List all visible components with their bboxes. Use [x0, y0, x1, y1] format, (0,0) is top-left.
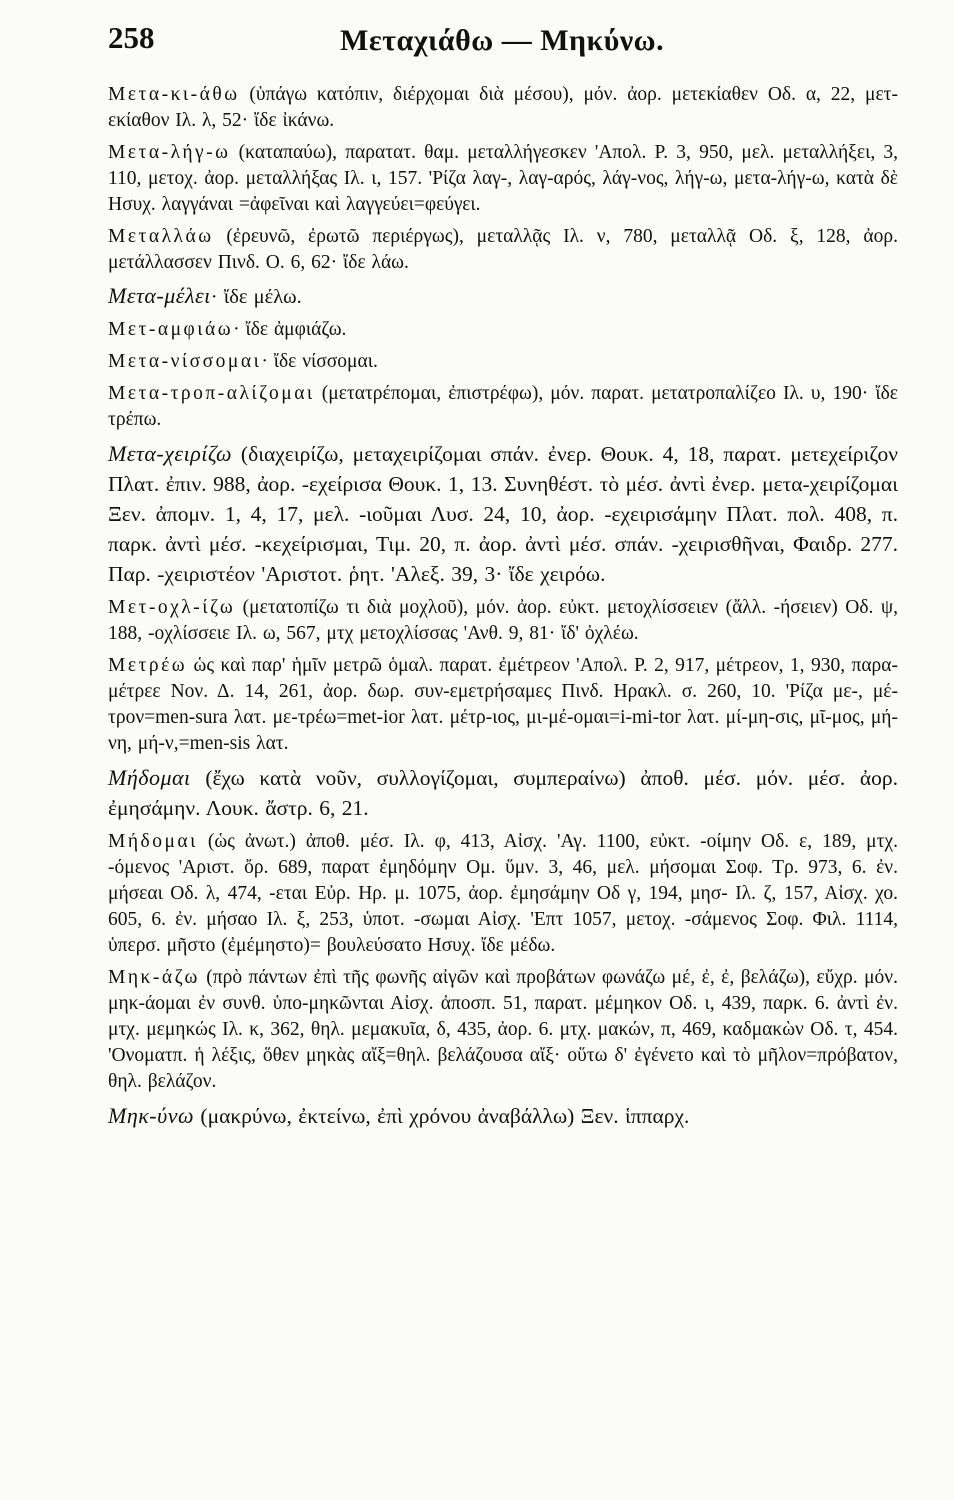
- entry-text: (μακρύνω, ἐκτείνω, ἐπὶ χρόνου ἀναβάλλω) Ξεν. ἱππαρχ.: [194, 1104, 690, 1128]
- entry-metalego: [108, 140, 898, 218]
- entry-metochlizo: [108, 595, 898, 647]
- entry-lemma: Μετρέω: [108, 655, 188, 676]
- entry-lemma: Μήδομαι: [108, 765, 191, 790]
- entry-text: (πρὸ πάντων ἐπὶ τῆς φωνῆς αἰγῶν καὶ προβάτων φωνάζω μέ, ἐ, ἐ, βελάζω), εὔχρ. μόν. μηκ-άομαι ἐν συνθ. ὑπο-μηκῶνται Αἰσχ. ἀποσπ. 51, παρατ. μέμηκον Οδ. ι, 439, παρκ. 6. ἀντὶ ἐν. μτχ. μεμηκώς Ιλ. κ, 362, θηλ. μεμακυῖα, δ, 435, ἀορ. 6. μτχ. μακών, π, 469, καδμακὼν Οδ. τ, 454. 'Ονοματπ. ἡ λέξις, ὅθεν μηκὰς αἴξ=θηλ. βελάζουσα αἴξ· οὕτω δ' ἐγένετο καὶ τὸ μῆλον=πρόβατον, θηλ. βελάζον.: [108, 967, 898, 1092]
- entry-lemma: Μετ-οχλ-ίζω: [108, 597, 236, 618]
- entry-text: (μετατρέπομαι, ἐπιστρέφω), μόν. παρατ. μετατροπαλίζεο Ιλ. υ, 190· ἴδε τρέπω.: [108, 383, 898, 430]
- entry-lemma: Μεταλλάω: [108, 226, 214, 247]
- entry-metallao: [108, 224, 898, 276]
- entry-lemma: Μετα-χειρίζω: [108, 441, 233, 466]
- entry-text: (ὡς ἀνωτ.) ἀποθ. μέσ. Ιλ. φ, 413, Αἰσχ. 'Αγ. 1100, εὐκτ. -οίμην Οδ. ε, 189, μτχ. -όμενος 'Αριστ. ὄρ. 689, παρατ ἐμηδόμην Ομ. ὕμν. 3, 46, μελ. μήσομαι Σοφ. Τρ. 973, 6. ἐν. μήσεαι Οδ. λ, 474, -εται Εὐρ. Ηρ. μ. 1075, ἀορ. ἐμησάμην Οδ γ, 194, μησ- Ιλ. ζ, 157, Αἰσχ. χο. 605, 6. ἐν. μήσαο Ιλ. ξ, 253, ὑποτ. -σωμαι Αἰσχ. 'Επτ 1057, μετοχ. -σάμενος Σοφ. Φιλ. 1114, ὑπερσ. μῆστο (ἐμέμηστο)= βουλεύσατο Ησυχ. ἴδε μέδω.: [108, 831, 898, 956]
- entry-lemma: Μετα-νίσσομαι: [108, 351, 262, 372]
- page-number: 258: [108, 20, 155, 55]
- entry-metamelei: [108, 282, 898, 311]
- entry-text: (καταπαύω), παρατατ. θαμ. μεταλλήγεσκεν 'Απολ. Ρ. 3, 950, μελ. μεταλλήξει, 3, 110, μετοχ. ἀορ. μεταλλήξας Ιλ. ι, 157. 'Ρίζα λαγ-, λαγ-αρός, λάγ-νος, λήγ-ω, μετα-λήγ-ω, κατὰ δὲ Ησυχ. λαγγάναι =ἀφεῖναι καὶ λαγγεύει=φεύγει.: [108, 142, 898, 215]
- entry-lemma: Μετα-μέλει: [108, 283, 211, 308]
- entry-medomai-2: [108, 829, 898, 959]
- entry-lemma: Μηκ-άζω: [108, 967, 200, 988]
- entry-lemma: Μετα-λήγ-ω: [108, 142, 231, 163]
- entry-medomai-1: [108, 763, 898, 823]
- entry-lemma: Μετα-τροπ-αλίζομαι: [108, 383, 315, 404]
- entry-text: ὡς καὶ παρ' ἡμῖν μετρῶ ὁμαλ. παρατ. ἐμέτρεον 'Απολ. Ρ. 2, 917, μέτρεον, 1, 930, παρα-μέτρεε Νον. Δ. 14, 261, ἀορ. δωρ. συν-εμετρήσαμες Πινδ. Ηρακλ. σ. 260, 10. 'Ρίζα με-, μέ-τρον=men-sura λατ. με-τρέω=met-ior λατ. μέτρ-ιος, μι-μέ-ομαι=i-mi-tor λατ. μί-μη-σις, μῖ-μος, μή-νη, μή-ν,=men-sis λατ.: [108, 655, 898, 754]
- entry-text: (ὑπάγω κατόπιν, διέρχομαι διὰ μέσου), μόν. ἀορ. μετεκίαθεν Οδ. α, 22, μετ-εκίαθον Ιλ. λ, 52· ἴδε ἰκάνω.: [108, 84, 898, 131]
- entry-text: (ἐρευνῶ, ἐρωτῶ περιέργως), μεταλλᾷς Ιλ. ν, 780, μεταλλᾷ Οδ. ξ, 128, ἀορ. μετάλλασσεν Πινδ. Ο. 6, 62· ἴδε λάω.: [108, 226, 898, 273]
- dictionary-body: [108, 82, 898, 1137]
- entry-lemma: Μήδομαι: [108, 831, 198, 852]
- entry-text: · ἴδε μέλω.: [210, 286, 302, 308]
- entry-metanissomai: [108, 349, 898, 375]
- entry-lemma: Μετα-κι-άθω: [108, 84, 240, 105]
- entry-text: (ἔχω κατὰ νοῦν, συλλογίζομαι, συμπεραίνω) ἀποθ. μέσ. μόν. μέσ. ἀορ. ἐμησάμην. Λουκ. ἄστρ. 6, 21.: [108, 766, 898, 820]
- entry-lemma: Μετ-αμφιάω: [108, 319, 234, 340]
- entry-text: (διαχειρίζω, μεταχειρίζομαι σπάν. ἐνερ. Θουκ. 4, 18, παρατ. μετεχείριζον Πλατ. ἐπιν. 988, ἀορ. -εχείρισα Θουκ. 1, 13. Συνηθέστ. τὸ μέσ. ἀντὶ ἐνερ. μετα-χειρίζομαι Ξεν. ἀπομν. 1, 4, 17, μελ. -ιοῦμαι Λυσ. 24, 10, ἀορ. -εχειρισάμην Πλατ. πολ. 408, π. παρκ. ἀντὶ μέσ. -κεχείρισμαι, Τιμ. 20, π. ἀορ. ἀντὶ μέσ. σπάν. -χειρισθῆναι, Φαιδρ. 277. Παρ. -χειριστέον 'Αριστοτ. ῥητ. 'Αλεξ. 39, 3· ἴδε χειρόω.: [108, 442, 898, 586]
- entry-metakiatho: [108, 82, 898, 134]
- entry-metreo: [108, 653, 898, 757]
- entry-lemma: Μηκ-ύνω: [108, 1103, 195, 1128]
- entry-mekazo: [108, 965, 898, 1095]
- entry-metatropalizomai: [108, 381, 898, 433]
- entry-text: · ἴδε νίσσομαι.: [261, 351, 378, 372]
- page-header: [100, 14, 900, 64]
- entry-text: (μετατοπίζω τι διὰ μοχλοῦ), μόν. ἀορ. εὐκτ. μετοχλίσσειεν (ἄλλ. -ήσειεν) Οδ. ψ, 188, -οχλίσσειε Ιλ. ω, 567, μτχ μετοχλίσσας 'Ανθ. 9, 81· ἴδ' ὀχλέω.: [108, 597, 898, 644]
- entry-text: · ἴδε ἀμφιάζω.: [233, 319, 347, 340]
- entry-metamphiao: [108, 317, 898, 343]
- running-title: Μεταχιάθω — Μηκύνω.: [340, 24, 665, 57]
- entry-metacheirizo: [108, 439, 898, 589]
- entry-mekyno: [108, 1101, 898, 1131]
